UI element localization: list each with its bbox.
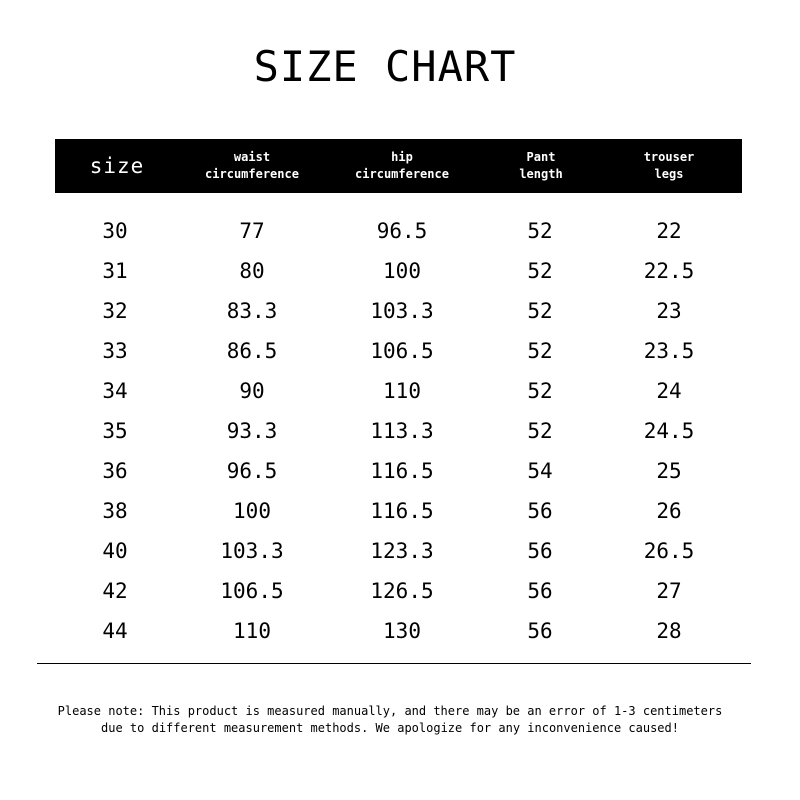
cell-waist: 103.3 xyxy=(220,539,284,563)
cell-trouser-legs: 28 xyxy=(656,619,682,643)
table-bottom-rule xyxy=(37,663,751,664)
cell-pant-length: 54 xyxy=(527,459,553,483)
cell-size: 34 xyxy=(102,379,128,403)
header-hip-line1: hip xyxy=(391,150,413,164)
header-waist xyxy=(205,139,299,193)
cell-trouser-legs: 22.5 xyxy=(643,259,695,283)
table-body xyxy=(0,211,800,651)
cell-trouser-legs: 24 xyxy=(656,379,682,403)
table-row xyxy=(0,571,800,611)
cell-size: 35 xyxy=(102,419,128,443)
header-pant-line1: Pant xyxy=(526,150,556,164)
table-row xyxy=(0,531,800,571)
header-size-label: size xyxy=(89,153,145,178)
page-title: SIZE CHART xyxy=(253,42,517,91)
cell-size: 32 xyxy=(102,299,128,323)
cell-trouser-legs: 24.5 xyxy=(643,419,695,443)
cell-waist: 93.3 xyxy=(226,419,278,443)
cell-pant-length: 56 xyxy=(527,539,553,563)
table-row xyxy=(0,251,800,291)
cell-trouser-legs: 23 xyxy=(656,299,682,323)
cell-hip: 130 xyxy=(383,619,421,643)
cell-hip: 110 xyxy=(383,379,421,403)
table-row xyxy=(0,291,800,331)
cell-size: 42 xyxy=(102,579,128,603)
header-pant-line2: length xyxy=(519,167,563,181)
header-trouser-line2: legs xyxy=(654,167,684,181)
table-row xyxy=(0,331,800,371)
cell-size: 38 xyxy=(102,499,128,523)
cell-hip: 113.3 xyxy=(370,419,434,443)
cell-waist: 83.3 xyxy=(226,299,278,323)
cell-pant-length: 56 xyxy=(527,619,553,643)
header-trouser-legs xyxy=(644,139,695,193)
cell-size: 40 xyxy=(102,539,128,563)
cell-waist: 106.5 xyxy=(220,579,284,603)
table-row xyxy=(0,611,800,651)
note-line-2: due to different measurement methods. We apologize for any inconvenience caused! xyxy=(101,721,679,735)
header-pant-length xyxy=(519,139,562,193)
cell-pant-length: 52 xyxy=(527,339,553,363)
cell-pant-length: 52 xyxy=(527,299,553,323)
cell-waist: 96.5 xyxy=(226,459,278,483)
cell-waist: 110 xyxy=(233,619,271,643)
table-row xyxy=(0,451,800,491)
note-line-1: Please note: This product is measured manually, and there may be an error of 1-3 centimeters xyxy=(57,704,723,718)
cell-hip: 116.5 xyxy=(370,459,434,483)
cell-hip: 100 xyxy=(383,259,421,283)
cell-size: 30 xyxy=(102,219,128,243)
header-hip-line2: circumference xyxy=(355,167,449,181)
cell-size: 31 xyxy=(102,259,128,283)
cell-size: 36 xyxy=(102,459,128,483)
cell-trouser-legs: 25 xyxy=(656,459,682,483)
header-waist-line2: circumference xyxy=(205,167,299,181)
header-waist-line1: waist xyxy=(233,150,271,164)
cell-size: 44 xyxy=(102,619,128,643)
cell-hip: 103.3 xyxy=(370,299,434,323)
cell-waist: 77 xyxy=(239,219,265,243)
cell-hip: 116.5 xyxy=(370,499,434,523)
cell-pant-length: 52 xyxy=(527,259,553,283)
cell-pant-length: 56 xyxy=(527,579,553,603)
cell-waist: 86.5 xyxy=(226,339,278,363)
table-row xyxy=(0,371,800,411)
cell-hip: 96.5 xyxy=(376,219,428,243)
cell-pant-length: 56 xyxy=(527,499,553,523)
table-header xyxy=(55,139,742,193)
cell-pant-length: 52 xyxy=(527,379,553,403)
table-row xyxy=(0,491,800,531)
header-trouser-line1: trouser xyxy=(643,150,695,164)
cell-hip: 123.3 xyxy=(370,539,434,563)
cell-waist: 100 xyxy=(233,499,271,523)
cell-pant-length: 52 xyxy=(527,219,553,243)
cell-hip: 106.5 xyxy=(370,339,434,363)
cell-trouser-legs: 22 xyxy=(656,219,682,243)
cell-hip: 126.5 xyxy=(370,579,434,603)
cell-waist: 90 xyxy=(239,379,265,403)
cell-pant-length: 52 xyxy=(527,419,553,443)
cell-trouser-legs: 27 xyxy=(656,579,682,603)
table-row xyxy=(0,411,800,451)
header-size xyxy=(90,139,145,193)
cell-trouser-legs: 26 xyxy=(656,499,682,523)
measurement-note xyxy=(0,703,780,737)
cell-trouser-legs: 26.5 xyxy=(643,539,695,563)
cell-trouser-legs: 23.5 xyxy=(643,339,695,363)
cell-waist: 80 xyxy=(239,259,265,283)
cell-size: 33 xyxy=(102,339,128,363)
table-row xyxy=(0,211,800,251)
header-hip xyxy=(355,139,449,193)
